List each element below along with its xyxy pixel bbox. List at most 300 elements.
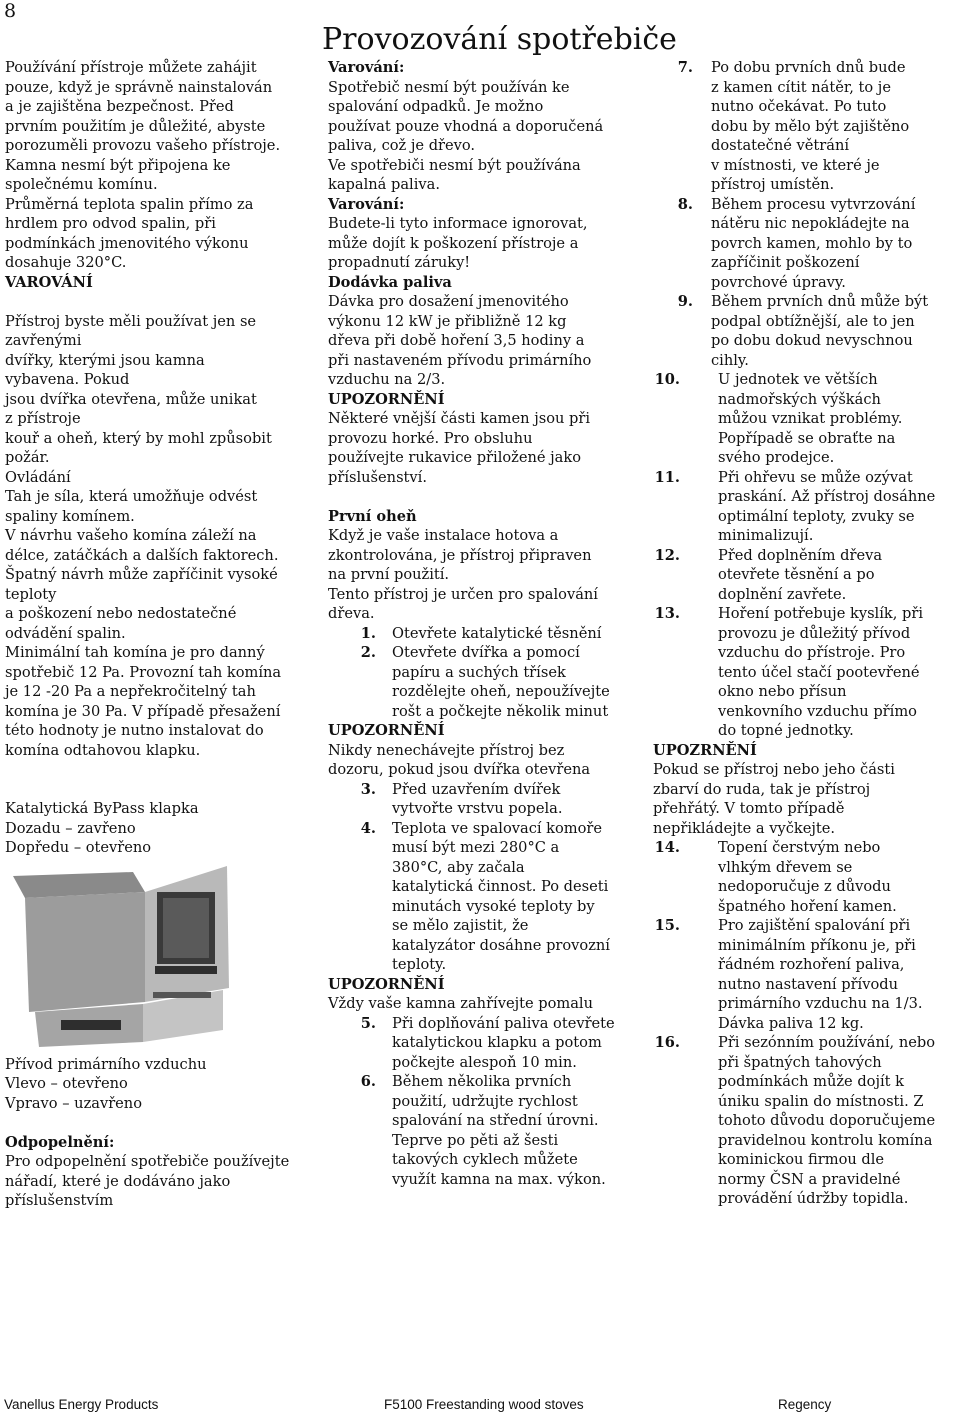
text-line: Vždy vaše kamna zahřívejte pomalu	[328, 995, 593, 1012]
text-line: Vlevo – otevřeno	[5, 1075, 128, 1092]
text-line: používat pouze vhodná a doporučená	[328, 117, 604, 135]
text-line: Špatný návrh může zapříčinit vysoké	[5, 566, 278, 583]
numbered-step	[653, 351, 958, 371]
step-number	[653, 955, 680, 975]
step-text: takových cyklech můžete	[392, 1151, 578, 1168]
step-number: 16.	[654, 1034, 680, 1051]
step-text: provádění údržby topidla.	[718, 1190, 909, 1207]
numbered-step	[328, 897, 648, 917]
step-number	[653, 526, 680, 546]
step-text: minimálním příkonu je, při	[718, 936, 916, 954]
numbered-step	[653, 429, 958, 449]
numbered-step	[653, 214, 958, 234]
step-text: Dávka paliva 12 kg.	[718, 1014, 864, 1032]
step-number: 11.	[654, 468, 680, 486]
text-line: Některé vnější části kamen jsou při	[328, 410, 591, 427]
text-line: Průměrná teplota spalin přímo za	[5, 195, 254, 213]
numbered-step	[653, 78, 958, 98]
numbered-step	[328, 1170, 648, 1190]
step-text: nadmořských výškách	[718, 390, 881, 408]
step-number: 3.	[360, 780, 376, 798]
warning-heading: VAROVÁNÍ	[5, 273, 93, 291]
numbered-step	[328, 877, 648, 897]
numbered-step	[653, 897, 958, 917]
step-text: pravidelnou kontrolu komína	[718, 1131, 933, 1149]
step-number	[653, 858, 680, 878]
step-text: dostatečné větrání	[711, 137, 850, 154]
numbered-step	[653, 507, 958, 527]
text-line: dosahuje 320°C.	[5, 254, 127, 271]
text-line: požár.	[5, 449, 50, 466]
text-line: na první použití.	[328, 566, 450, 583]
step-text: vlhkým dřevem se	[718, 858, 853, 876]
caution-heading: UPOZRNĚNÍ	[653, 741, 757, 759]
numbered-step	[653, 604, 958, 624]
numbered-step	[653, 292, 958, 312]
numbered-step	[653, 585, 958, 605]
numbered-step	[653, 156, 958, 176]
step-text: Během procesu vytvrzování	[711, 195, 916, 213]
step-text: doplnění zavřete.	[718, 585, 847, 603]
numbered-step	[328, 1131, 648, 1151]
numbered-step	[653, 370, 958, 390]
first-fire-heading: První oheň	[328, 507, 417, 525]
caution3-heading: UPOZORNĚNÍ	[328, 975, 445, 993]
step-number	[328, 955, 376, 975]
step-number	[328, 838, 376, 858]
numbered-step	[653, 195, 958, 215]
step-text: normy ČSN a pravidelné	[718, 1170, 901, 1188]
numbered-step	[653, 1131, 958, 1151]
numbered-step	[328, 624, 648, 644]
step-number	[653, 156, 693, 176]
step-number	[653, 565, 680, 585]
text-line: přehřátý. V tomto případě	[653, 800, 845, 817]
text-line: může dojít k poškození přístroje a	[328, 234, 579, 252]
footer-company: Vanellus Energy Products	[4, 1397, 159, 1412]
steps-5-6	[328, 1014, 648, 1190]
numbered-step	[653, 1111, 958, 1131]
numbered-step	[328, 663, 648, 683]
text-line: dřeva při době hoření 3,5 hodiny a	[328, 332, 585, 349]
step-text: použití, udržujte rychlost	[392, 1092, 578, 1110]
step-text: svého prodejce.	[718, 449, 835, 466]
numbered-step	[653, 1170, 958, 1190]
text-line: V návrhu vašeho komína záleží na	[5, 527, 257, 544]
text-line: Když je vaše instalace hotova a	[328, 527, 559, 544]
text-line: teploty	[5, 585, 57, 603]
numbered-step	[653, 1014, 958, 1034]
text-line: paliva, což je dřevo.	[328, 137, 476, 154]
text-line: délce, zatáčkách a dalších faktorech.	[5, 546, 279, 564]
text-line: spaliny komínem.	[5, 507, 135, 525]
step-text: povrch kamen, mohlo by to	[711, 234, 913, 252]
bypass-caption	[5, 799, 320, 858]
step-text: podpal obtížnější, ale to jen	[711, 312, 915, 330]
text-line: jsou dvířka otevřena, může unikat	[5, 390, 257, 408]
step-number	[653, 97, 693, 117]
step-number	[653, 682, 680, 702]
text-line: spalování odpadků. Je možno	[328, 98, 544, 115]
step-text: Během několika prvních	[392, 1073, 572, 1090]
step-text: spalování na střední úrovni.	[392, 1112, 599, 1129]
step-number	[653, 448, 680, 468]
numbered-step	[653, 390, 958, 410]
numbered-step	[328, 838, 648, 858]
step-number: 8.	[677, 195, 693, 213]
numbered-step	[328, 799, 648, 819]
step-text: rošt a počkejte několik minut	[392, 702, 609, 720]
step-number	[653, 253, 693, 273]
step-number	[328, 1092, 376, 1112]
step-text: nedoporučuje z důvodu	[718, 878, 891, 895]
step-number	[328, 799, 376, 819]
text-line: při nastaveném přívodu primárního	[328, 351, 592, 369]
numbered-step	[653, 1189, 958, 1209]
step-number	[653, 1111, 680, 1131]
text-line: a je zajištěna bezpečnost. Před	[5, 98, 234, 115]
numbered-step	[653, 468, 958, 488]
text-line: příslušenstvím	[5, 1192, 114, 1209]
step-number	[653, 351, 693, 371]
step-text: Po dobu prvních dnů bude	[711, 59, 906, 76]
step-number	[653, 429, 680, 449]
step-text: Teplota ve spalovací komoře	[392, 819, 603, 837]
step-text: úniku spalin do místnosti. Z	[718, 1092, 924, 1110]
text-line: vzduchu na 2/3.	[328, 371, 446, 388]
caution2-heading: UPOZORNĚNÍ	[328, 722, 445, 739]
step-number	[328, 858, 376, 878]
step-number	[328, 1111, 376, 1131]
numbered-step	[328, 1111, 648, 1131]
text-line: příslušenství.	[328, 468, 427, 486]
step-number	[653, 1150, 680, 1170]
step-text: venkovního vzduchu přímo	[718, 702, 917, 720]
step-number: 12.	[654, 546, 680, 564]
page-title: Provozování spotřebiče	[322, 22, 677, 57]
step-text: řádném rozhoření paliva,	[718, 956, 905, 973]
text-line: Dávka pro dosažení jmenovitého	[328, 293, 569, 310]
fuel-heading: Dodávka paliva	[328, 273, 452, 291]
step-text: Při sezónním používání, nebo	[718, 1034, 935, 1051]
step-number	[328, 682, 376, 702]
warning2-text	[328, 214, 648, 273]
warning1-text	[328, 78, 648, 195]
numbered-step	[653, 1033, 958, 1053]
step-text: z kamen cítit nátěr, to je	[711, 78, 891, 96]
text-line: spotřebič 12 Pa. Provozní tah komína	[5, 663, 282, 681]
numbered-step	[653, 643, 958, 663]
text-line: dvířky, kterými jsou kamna	[5, 351, 205, 369]
step-text: tento účel stačí pootevřené	[718, 663, 920, 681]
numbered-step	[653, 663, 958, 683]
step-text: špatného hoření kamen.	[718, 897, 897, 915]
step-text: Topení čerstvým nebo	[718, 839, 881, 856]
step-text: cihly.	[711, 351, 749, 369]
step-number: 10.	[654, 371, 680, 388]
text-line: dozoru, pokud jsou dvířka otevřena	[328, 761, 591, 778]
text-line: hrdlem pro odvod spalin, při	[5, 215, 216, 232]
step-text: dobu by mělo být zajištěno	[711, 117, 910, 135]
caution3-text	[328, 994, 648, 1014]
step-number	[653, 117, 693, 137]
text-line: Přívod primárního vzduchu	[5, 1055, 207, 1073]
step-number	[328, 702, 376, 722]
step-text: nátěru nic nepokládejte na	[711, 215, 910, 232]
step-text: katalytickou klapku a potom	[392, 1034, 602, 1051]
text-line: této hodnoty je nutno instalovat do	[5, 722, 264, 739]
text-line: Minimální tah komína je pro danný	[5, 644, 265, 661]
step-number	[653, 1170, 680, 1190]
step-number	[653, 273, 693, 293]
numbered-step	[328, 643, 648, 663]
step-text: Při doplňování paliva otevřete	[392, 1014, 615, 1032]
caution1-heading: UPOZORNĚNÍ	[328, 390, 445, 408]
text-line: Pro odpopelnění spotřebiče používejte	[5, 1153, 290, 1170]
column-right	[653, 58, 958, 1209]
text-line: Ovládání	[5, 468, 71, 486]
numbered-step	[653, 546, 958, 566]
step-text: Teprve po pěti až šesti	[392, 1131, 559, 1149]
step-text: se mělo zajistit, že	[392, 917, 529, 934]
numbered-step	[328, 682, 648, 702]
step-number	[653, 136, 693, 156]
text-line: Používání přístroje můžete zahájit	[5, 59, 257, 76]
step-text: katalyzátor dosáhne provozní	[392, 936, 610, 954]
step-number	[653, 175, 693, 195]
step-number	[653, 1189, 680, 1209]
numbered-step	[653, 136, 958, 156]
step-number	[328, 936, 376, 956]
numbered-step	[653, 331, 958, 351]
step-number	[653, 936, 680, 956]
step-text: provozu je důležitý přívod	[718, 624, 911, 642]
step-number	[653, 663, 680, 683]
numbered-step	[653, 1072, 958, 1092]
step-text: 380°C, aby začala	[392, 858, 525, 876]
step-text: praskání. Až přístroj dosáhne	[718, 488, 936, 505]
step-number: 2.	[360, 644, 376, 661]
step-number	[653, 1014, 680, 1034]
numbered-step	[653, 975, 958, 995]
step-number	[653, 585, 680, 605]
step-number	[328, 916, 376, 936]
numbered-step	[653, 175, 958, 195]
air-caption	[5, 1055, 320, 1114]
numbered-step	[653, 916, 958, 936]
text-line: nářadí, které je dodáváno jako	[5, 1172, 231, 1190]
step-text: vzduchu do přístroje. Pro	[718, 644, 906, 661]
text-line: zkontrolována, je přístroj připraven	[328, 546, 592, 564]
text-line: Přístroj byste měli používat jen se	[5, 312, 257, 330]
step-number	[653, 234, 693, 254]
step-text: Pro zajištění spalování při	[718, 917, 911, 934]
numbered-step	[653, 936, 958, 956]
numbered-step	[328, 1014, 648, 1034]
numbered-step	[328, 1092, 648, 1112]
warning1-heading: Varování:	[328, 59, 405, 76]
text-line: Tento přístroj je určen pro spalování	[328, 585, 598, 603]
step-number	[653, 975, 680, 995]
numbered-step	[653, 409, 958, 429]
text-line: Kamna nesmí být připojena ke	[5, 156, 231, 174]
step-text: kominickou firmou dle	[718, 1151, 885, 1168]
numbered-step	[653, 448, 958, 468]
numbered-step	[653, 234, 958, 254]
step-text: okno nebo přísun	[718, 683, 847, 700]
steps-7-13	[653, 58, 958, 741]
numbered-step	[653, 526, 958, 546]
step-number	[653, 409, 680, 429]
numbered-step	[653, 565, 958, 585]
step-number: 14.	[654, 839, 680, 856]
warning2-heading: Varování:	[328, 195, 405, 213]
numbered-step	[328, 780, 648, 800]
step-number	[653, 643, 680, 663]
step-text: U jednotek ve větších	[718, 371, 878, 388]
step-number	[653, 214, 693, 234]
step-text: katalytická činnost. Po deseti	[392, 878, 609, 895]
step-number	[328, 1150, 376, 1170]
step-text: musí být mezi 280°C a	[392, 839, 560, 856]
step-text: přístroj umístěn.	[711, 176, 835, 193]
numbered-step	[328, 916, 648, 936]
step-number	[653, 507, 680, 527]
step-number	[653, 487, 680, 507]
numbered-step	[328, 1033, 648, 1053]
numbered-step	[653, 955, 958, 975]
step-number	[653, 624, 680, 644]
numbered-step	[653, 682, 958, 702]
step-number	[653, 1092, 680, 1112]
numbered-step	[653, 58, 958, 78]
text-line: zavřenými	[5, 332, 82, 349]
numbered-step	[653, 858, 958, 878]
step-number	[653, 897, 680, 917]
step-text: rozdělejte oheň, nepoužívejte	[392, 683, 610, 700]
text-line: Pokud se přístroj nebo jeho části	[653, 761, 895, 778]
fuel-text	[328, 292, 648, 390]
text-line: je 12 -20 Pa a nepřekročitelný tah	[5, 683, 256, 700]
numbered-step	[328, 858, 648, 878]
numbered-step	[653, 273, 958, 293]
caution2-text	[328, 741, 648, 780]
page-number: 8	[4, 0, 17, 22]
text-line: prvním použitím je důležité, abyste	[5, 117, 266, 135]
step-text: nutno nastavení přívodu	[718, 975, 898, 993]
step-number: 9.	[677, 293, 693, 310]
caution1-text	[328, 409, 648, 487]
step-number	[653, 312, 693, 332]
text-line: z přístroje	[5, 410, 81, 427]
text-line: výkonu 12 kW je přibližně 12 kg	[328, 312, 567, 330]
warning-text	[5, 312, 320, 761]
step-number: 15.	[654, 917, 680, 934]
numbered-step	[653, 253, 958, 273]
step-text: minutách vysoké teploty by	[392, 897, 595, 915]
numbered-step	[653, 702, 958, 722]
step-text: Při ohřevu se může ozývat	[718, 468, 913, 486]
step-number	[328, 663, 376, 683]
step-number	[328, 1053, 376, 1073]
numbered-step	[653, 624, 958, 644]
text-line: a poškození nebo nedostatečné	[5, 605, 237, 622]
numbered-step	[653, 1092, 958, 1112]
step-text: Před doplněním dřeva	[718, 546, 883, 564]
text-line: podmínkách jmenovitého výkonu	[5, 234, 249, 252]
step-text: podmínkách může dojít k	[718, 1073, 904, 1090]
numbered-step	[653, 1150, 958, 1170]
step-number: 6.	[360, 1073, 376, 1090]
text-line: zbarví do ruda, tak je přístroj	[653, 780, 871, 798]
steps-3-4	[328, 780, 648, 975]
numbered-step	[653, 97, 958, 117]
step-text: Hoření potřebuje kyslík, při	[718, 605, 923, 622]
step-text: otevřete těsnění a po	[718, 566, 875, 583]
ash-heading: Odpopelnění:	[5, 1133, 115, 1151]
numbered-step	[653, 1053, 958, 1073]
step-number	[328, 877, 376, 897]
steps-1-2	[328, 624, 648, 722]
step-text: počkejte alespoň 10 min.	[392, 1053, 577, 1071]
step-number	[653, 702, 680, 722]
step-number	[653, 78, 693, 98]
text-line: Spotřebič nesmí být používán ke	[328, 78, 570, 96]
numbered-step	[328, 1150, 648, 1170]
step-number	[653, 1072, 680, 1092]
numbered-step	[653, 877, 958, 897]
text-line: kouř a oheň, který by mohl způsobit	[5, 429, 272, 447]
text-line: společnému komínu.	[5, 176, 158, 193]
step-number: 4.	[360, 819, 376, 837]
step-number	[328, 1170, 376, 1190]
text-line: komína je 30 Pa. V případě přesažení	[5, 702, 281, 720]
numbered-step	[653, 838, 958, 858]
footer-product: F5100 Freestanding wood stoves	[384, 1397, 584, 1412]
step-number	[653, 1053, 680, 1073]
step-text: vytvořte vrstvu popela.	[392, 800, 563, 817]
text-line: Katalytická ByPass klapka	[5, 800, 199, 817]
text-line: provozu horké. Pro obsluhu	[328, 429, 533, 447]
text-line: Dopředu – otevřeno	[5, 839, 152, 856]
numbered-step	[328, 1072, 648, 1092]
step-text: primárního vzduchu na 1/3.	[718, 995, 923, 1012]
numbered-step	[653, 721, 958, 741]
numbered-step	[328, 819, 648, 839]
column-left	[5, 58, 320, 1211]
text-line: porozuměli provozu vašeho přístroje.	[5, 137, 281, 154]
first-fire-text	[328, 526, 648, 624]
step-number: 1.	[360, 624, 376, 642]
step-number: 5.	[360, 1014, 376, 1032]
numbered-step	[653, 312, 958, 332]
numbered-step	[328, 702, 648, 722]
step-text: při špatných tahových	[718, 1053, 882, 1071]
text-line: propadnutí záruky!	[328, 254, 471, 271]
text-line: Ve spotřebiči nesmí být používána	[328, 156, 581, 174]
text-line: vybavena. Pokud	[5, 371, 130, 388]
numbered-step	[328, 1053, 648, 1073]
step-text: využít kamna na max. výkon.	[392, 1170, 606, 1188]
step-text: v místnosti, ve které je	[711, 156, 880, 174]
step-text: Otevřete katalytické těsnění	[392, 624, 602, 642]
text-line: nepřikládejte a vyčkejte.	[653, 819, 836, 837]
text-line: kapalná paliva.	[328, 176, 440, 193]
step-text: papíru a suchých třísek	[392, 663, 566, 681]
step-number	[328, 1131, 376, 1151]
numbered-step	[653, 487, 958, 507]
numbered-step	[328, 936, 648, 956]
